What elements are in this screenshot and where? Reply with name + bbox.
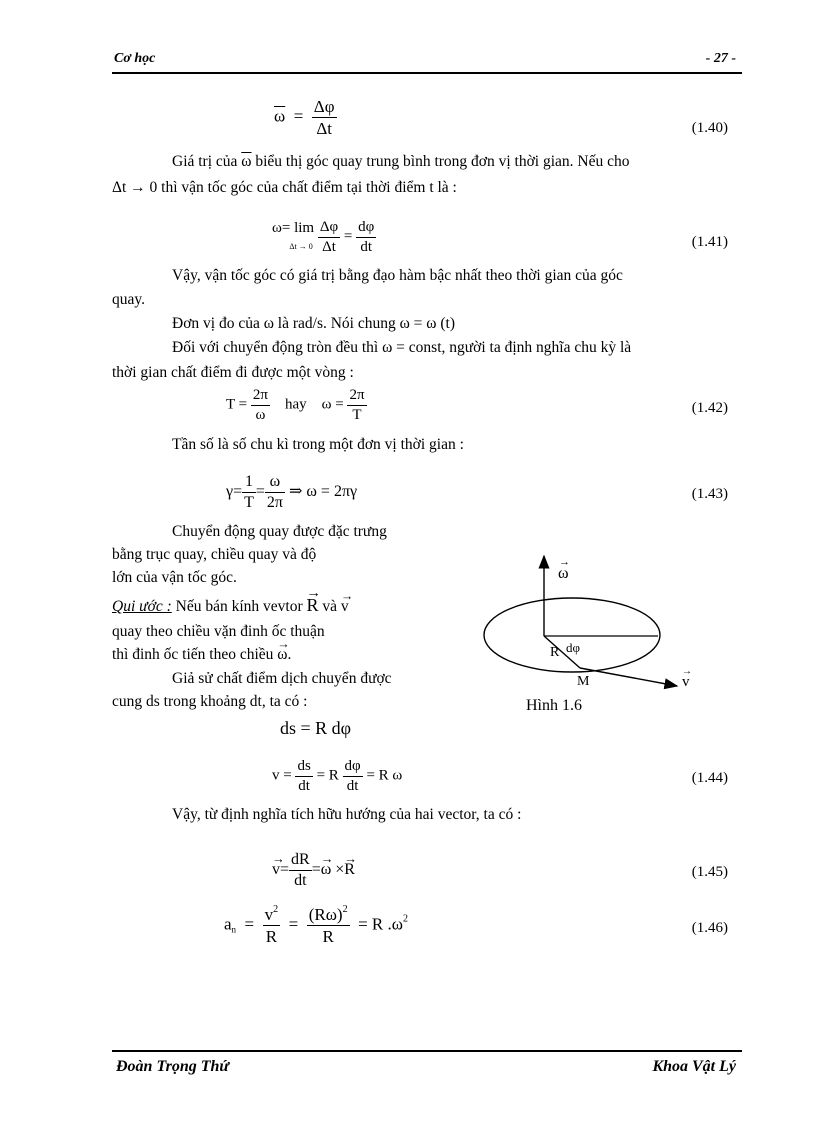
equation-1-42: T = $\frac{2\pi}{\omega}$ hay ω = $\frac{2\pi}{T}$ [226, 387, 365, 423]
figure-caption: Hình 1.6 [526, 697, 582, 714]
equation-number: (1.42) [691, 400, 728, 416]
paragraph: Chuyển động quay được đặc trưng bằng trục quay, chiều quay và độ lớn của vận tốc góc. Qui ước : Nếu bán kính vevtor → R và → v quay theo chiều vặn đinh ốc thuận thì đinh ốc tiến theo chiều → ω. Giả sử chất điểm dịch chuyển được cung ds trong khoảng dt, ta có : [112, 522, 462, 712]
figure-1-6 [470, 540, 730, 720]
equation-1-43: γ= $\frac{1}{T}$ = $\frac{\omega}{2\pi}$ ⇒ ω = 2πγ [226, 473, 358, 511]
M-label: M [577, 674, 590, 689]
paragraph: Tần số là số chu kì trong một đơn vị thời gian : [172, 436, 464, 453]
R-label: R [550, 645, 560, 660]
equation-number: (1.46) [691, 920, 728, 936]
header-rule [112, 72, 742, 74]
equation-number: (1.45) [691, 864, 728, 880]
equation-number: (1.43) [691, 486, 728, 502]
equation-1-40: $\overline{\omega}$ = $\frac{\Delta\varphi}{\Delta t}$ [274, 97, 335, 139]
paragraph: Vậy, vận tốc góc có giá trị bằng đạo hàm bậc nhất theo thời gian của góc quay. Đơn vị đo của ω là rad/s. Nói chung ω = ω (t) Đối với chuyển động tròn đều thì ω = const, người ta định nghĩa chu kỳ là thời gian chất điểm đi được một vòng : [112, 267, 632, 381]
equation-1-46: $a_n$ = $\frac{v^2}{R}$ = $\frac{(R\omega)^2}{R}$ = R $.\omega^2$ [224, 904, 408, 947]
footer-right: Khoa Vật Lý [652, 1058, 736, 1075]
header-right: - 27 - [705, 51, 736, 66]
equation-1-41: ω= lim Δt → 0 $\frac{\Delta\varphi}{\Delta t}$ = $\frac{d\varphi}{dt}$ [272, 219, 375, 255]
v-vector-sign: → [682, 666, 692, 677]
equation-number: (1.44) [691, 770, 728, 786]
equation-ds: ds = R dφ [280, 718, 352, 738]
omega-vector-sign: → [559, 556, 570, 568]
equation-number: (1.41) [691, 234, 728, 250]
equation-number: (1.40) [691, 120, 728, 136]
velocity-arrow [580, 668, 677, 686]
paragraph: Vậy, từ định nghĩa tích hữu hướng của hai vector, ta có : [172, 806, 522, 823]
footer-rule [112, 1050, 742, 1052]
footer-left: Đoàn Trọng Thứ [116, 1058, 230, 1075]
v-label: v [682, 674, 690, 690]
header-left: Cơ học [114, 51, 156, 66]
dphi-label: dφ [566, 640, 581, 655]
equation-1-45: → v= $\frac{dR}{dt}$ =→ ω ×→ R [272, 850, 355, 891]
paragraph: Giá trị của $\overline{\omega}$ biểu thị góc quay trung bình trong đơn vị thời gian. Nếu cho Δt → 0 thì vận tốc góc của chất điểm tại thời điểm t là : [112, 153, 630, 197]
equation-1-44: v = $\frac{ds}{dt}$ = R $\frac{d\varphi}{dt}$ = R ω [272, 758, 403, 794]
omega-label: ω [558, 565, 569, 582]
